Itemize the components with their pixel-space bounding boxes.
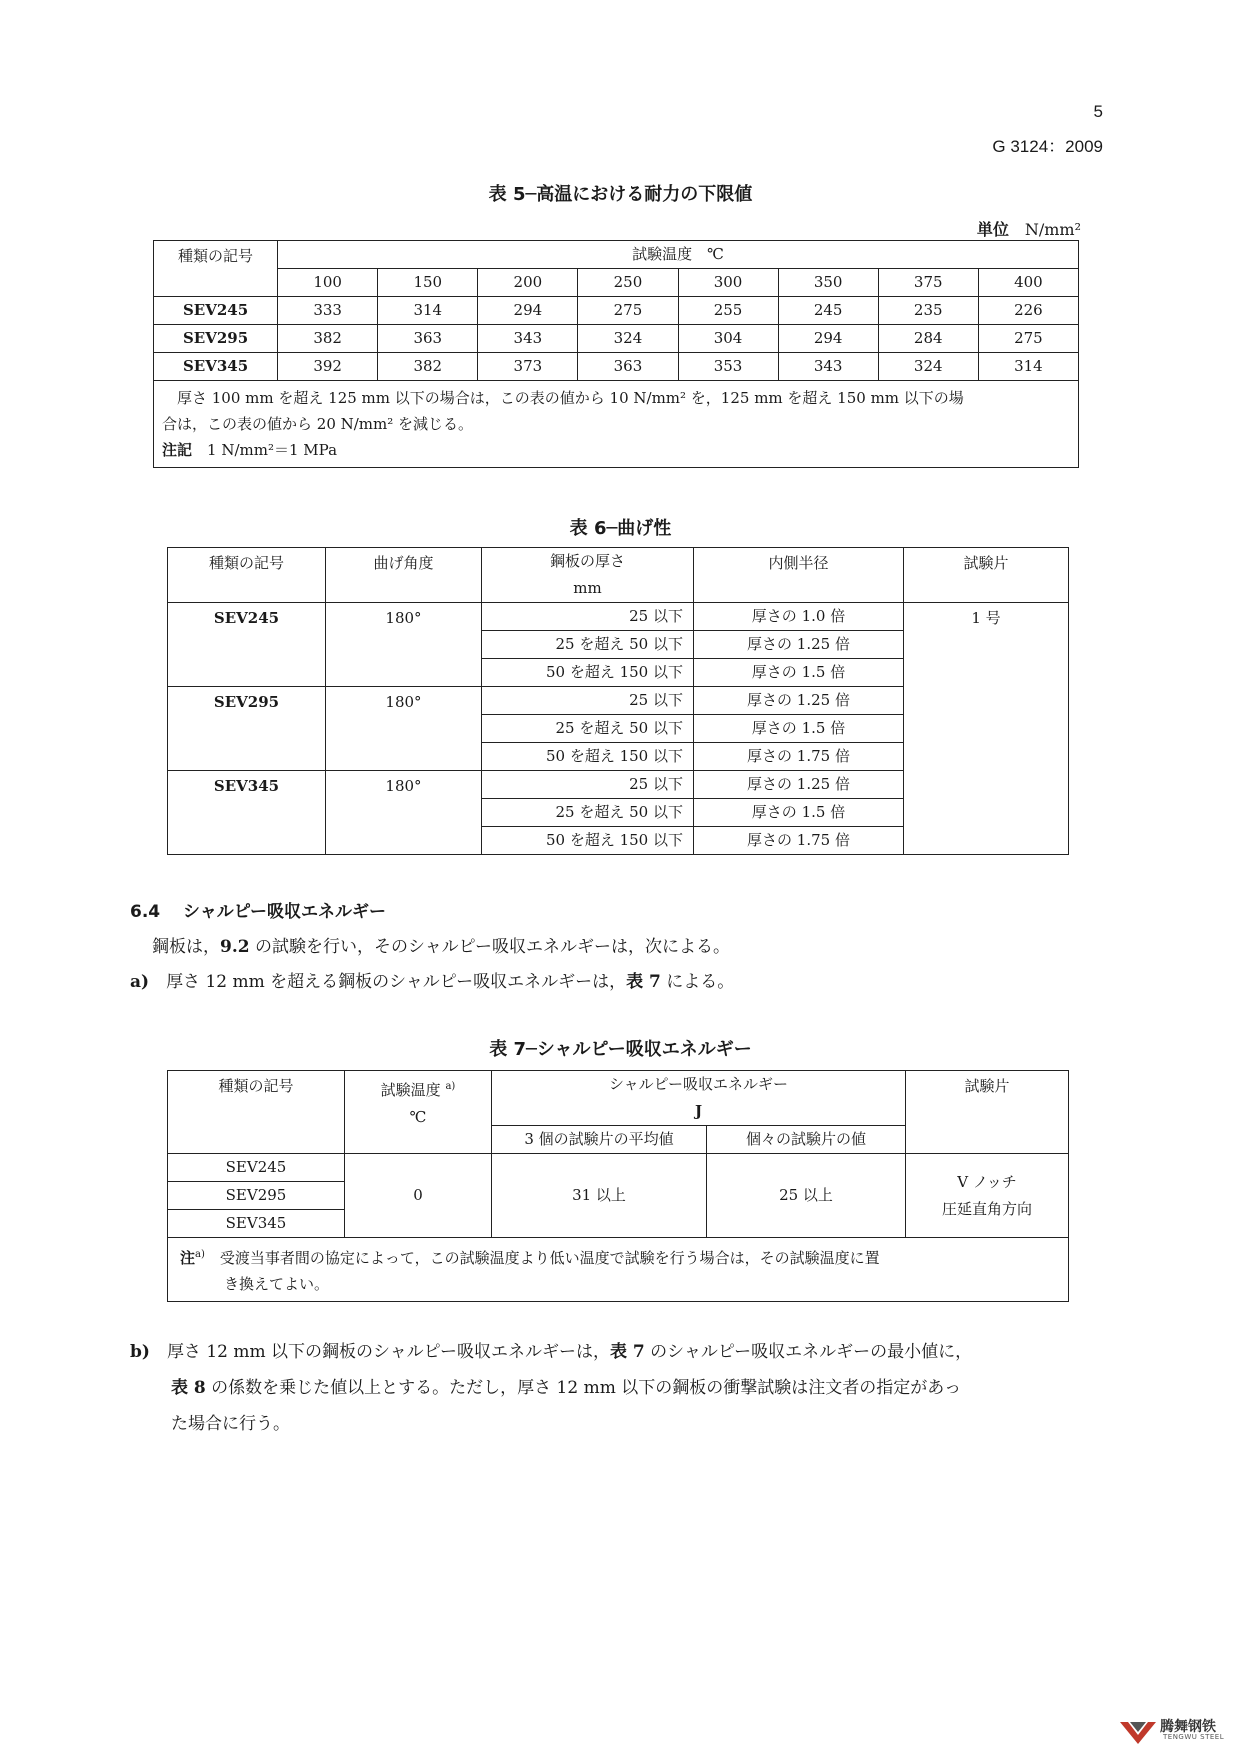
- table5: [153, 240, 1079, 468]
- table6-title: 表 6─曲げ性: [569, 518, 672, 539]
- t5-temp: 100: [278, 269, 378, 297]
- item-ref: 表 8: [171, 1378, 206, 1398]
- tengwu-logo-icon: [1118, 1718, 1158, 1746]
- item-text: 厚さ 12 mm を超える鋼板のシャルピー吸収エネルギーは，: [166, 972, 627, 992]
- table-row: [154, 325, 1079, 353]
- brand-subtitle: TENGWU STEEL: [1163, 1733, 1225, 1741]
- t5-cell: 275: [578, 297, 678, 325]
- t7-col-energy: シャルピー吸収エネルギー: [492, 1071, 906, 1099]
- t5-cell: 314: [978, 353, 1078, 381]
- t5-remark-text: 1 N/mm²＝1 MPa: [207, 441, 338, 459]
- t7-specimen-value: [906, 1154, 1069, 1238]
- t7-col-symbol: 種類の記号: [168, 1071, 345, 1154]
- t6-radius: 厚さの 1.25 倍: [694, 771, 904, 799]
- t5-cell: 343: [478, 325, 578, 353]
- t6-radius: 厚さの 1.75 倍: [694, 827, 904, 855]
- table5-unit: [977, 217, 1081, 240]
- t6-grade: SEV245: [168, 603, 326, 687]
- t6-thickness: 25 を超え 50 以下: [482, 799, 694, 827]
- t6-angle: 180°: [326, 687, 482, 771]
- t5-cell: 294: [478, 297, 578, 325]
- t5-cell: 363: [378, 325, 478, 353]
- t6-radius: 厚さの 1.0 倍: [694, 603, 904, 631]
- t5-cell: 275: [978, 325, 1078, 353]
- section-number: 6.4: [130, 902, 161, 922]
- t5-cell: 324: [578, 325, 678, 353]
- table-row: [168, 603, 1069, 631]
- item-text: のシャルピー吸収エネルギーの最小値に，: [644, 1342, 973, 1362]
- t7-indiv-value: 25 以上: [707, 1154, 906, 1238]
- t5-note: [154, 381, 1079, 468]
- t7-note: [168, 1238, 1069, 1302]
- unit-label: 単位: [976, 220, 1009, 239]
- item-label: a): [130, 972, 150, 992]
- t5-cell: 392: [278, 353, 378, 381]
- t5-temp: 400: [978, 269, 1078, 297]
- t7-specimen-line1: V ノッチ: [957, 1172, 1017, 1191]
- t7-specimen-line2: 圧延直角方向: [942, 1199, 1033, 1218]
- t6-radius: 厚さの 1.5 倍: [694, 715, 904, 743]
- t6-radius: 厚さの 1.25 倍: [694, 631, 904, 659]
- t6-radius: 厚さの 1.75 倍: [694, 743, 904, 771]
- t7-col-specimen: 試験片: [906, 1071, 1069, 1154]
- t6-col-thickness: [482, 548, 694, 603]
- t5-note-line1: 厚さ 100 mm を超え 125 mm 以下の場合は，この表の値から 10 N/mm² を，125 mm を超え 150 mm 以下の場: [162, 389, 964, 407]
- t5-cell: 382: [378, 353, 478, 381]
- t5-note-line2: 合は，この表の値から 20 N/mm² を減じる。: [162, 415, 474, 433]
- t7-grade: SEV295: [168, 1182, 345, 1210]
- t5-col-symbol: 種類の記号: [154, 241, 278, 297]
- t5-cell: 314: [378, 297, 478, 325]
- t7-note-label: 注: [180, 1249, 196, 1267]
- table-row: [154, 297, 1079, 325]
- t5-grade: SEV295: [154, 325, 278, 353]
- section-paragraph: [152, 932, 730, 957]
- document-number: G 3124：2009: [992, 137, 1103, 156]
- t5-remark-label: 注記: [162, 441, 193, 459]
- para-ref: 9.2: [220, 937, 250, 957]
- t6-grade: SEV345: [168, 771, 326, 855]
- section-title: シャルピー吸収エネルギー: [183, 902, 387, 922]
- t5-temp: 375: [878, 269, 978, 297]
- t7-temp-label: 試験温度: [380, 1081, 441, 1099]
- t6-thickness: 25 を超え 50 以下: [482, 631, 694, 659]
- t5-temp-row: [154, 269, 1079, 297]
- t6-thickness: 25 以下: [482, 603, 694, 631]
- para-text: 鋼板は，: [152, 937, 220, 957]
- t6-radius: 厚さの 1.5 倍: [694, 799, 904, 827]
- page-number: 5: [1093, 102, 1103, 121]
- table-row: [154, 353, 1079, 381]
- t5-remark: [162, 437, 1070, 463]
- t6-angle: 180°: [326, 603, 482, 687]
- unit-value: N/mm²: [1024, 220, 1081, 239]
- item-b-line1: [130, 1337, 972, 1362]
- t6-col-radius: 内側半径: [694, 548, 904, 603]
- table7-title: 表 7─シャルピー吸収エネルギー: [489, 1039, 752, 1060]
- t6-thickness: 50 を超え 150 以下: [482, 659, 694, 687]
- item-ref: 表 7: [610, 1342, 645, 1362]
- t6-col-specimen: 試験片: [904, 548, 1069, 603]
- item-text: による。: [660, 972, 735, 992]
- t6-specimen: 1 号: [904, 603, 1069, 855]
- t7-grade: SEV345: [168, 1210, 345, 1238]
- t6-radius: 厚さの 1.5 倍: [694, 659, 904, 687]
- t7-grade: SEV245: [168, 1154, 345, 1182]
- t5-cell: 363: [578, 353, 678, 381]
- t7-note-line1: 受渡当事者間の協定によって，この試験温度より低い温度で試験を行う場合は，その試験温度に置: [219, 1249, 880, 1267]
- table6: [167, 547, 1069, 855]
- brand-name: 腾舞钢铁: [1160, 1719, 1216, 1735]
- t5-cell: 294: [778, 325, 878, 353]
- t5-cell: 304: [678, 325, 778, 353]
- item-ref: 表 7: [626, 972, 661, 992]
- t7-col-avg: 3 個の試験片の平均値: [492, 1126, 707, 1154]
- t6-thickness: 25 以下: [482, 771, 694, 799]
- t6-thickness: 25 以下: [482, 687, 694, 715]
- t7-note-sup: a): [195, 1249, 205, 1260]
- t6-col-angle: 曲げ角度: [326, 548, 482, 603]
- t7-avg-value: 31 以上: [492, 1154, 707, 1238]
- t5-cell: 373: [478, 353, 578, 381]
- t5-temp: 150: [378, 269, 478, 297]
- t5-cell: 284: [878, 325, 978, 353]
- t6-thickness-label: 鋼板の厚さ: [549, 552, 625, 570]
- item-label: b): [130, 1342, 150, 1362]
- t5-cell: 235: [878, 297, 978, 325]
- t6-radius: 厚さの 1.25 倍: [694, 687, 904, 715]
- t7-note-line2: き換えてよい。: [224, 1275, 330, 1293]
- t6-grade: SEV295: [168, 687, 326, 771]
- t5-temp: 200: [478, 269, 578, 297]
- t7-temp-sup: a): [445, 1081, 456, 1092]
- t5-cell: 226: [978, 297, 1078, 325]
- t6-angle: 180°: [326, 771, 482, 855]
- t6-thickness: 50 を超え 150 以下: [482, 743, 694, 771]
- t5-cell: 333: [278, 297, 378, 325]
- t5-temp: 250: [578, 269, 678, 297]
- t5-temp: 350: [778, 269, 878, 297]
- section-heading: [130, 897, 386, 922]
- t6-thickness: 25 を超え 50 以下: [482, 715, 694, 743]
- item-b-line2: [171, 1373, 961, 1398]
- t6-thickness-unit: mm: [573, 579, 602, 597]
- t7-temp-unit: ℃: [409, 1108, 427, 1126]
- para-text: の試験を行い，そのシャルピー吸収エネルギーは，次による。: [249, 937, 730, 957]
- t5-cell: 245: [778, 297, 878, 325]
- t5-cell: 353: [678, 353, 778, 381]
- t7-col-temp: [345, 1071, 492, 1154]
- t5-cell: 255: [678, 297, 778, 325]
- t5-col-temp: 試験温度 ℃: [278, 241, 1079, 269]
- t5-temp: 300: [678, 269, 778, 297]
- t5-grade: SEV245: [154, 297, 278, 325]
- table7: [167, 1070, 1069, 1302]
- item-b-line3: た場合に行う。: [171, 1414, 290, 1434]
- t5-cell: 343: [778, 353, 878, 381]
- item-text: の係数を乗じた値以上とする。ただし，厚さ 12 mm 以下の鋼板の衝撃試験は注文者の指定があっ: [205, 1378, 962, 1398]
- t5-cell: 324: [878, 353, 978, 381]
- t5-grade: SEV345: [154, 353, 278, 381]
- t7-energy-unit: J: [492, 1098, 906, 1126]
- t5-cell: 382: [278, 325, 378, 353]
- table-row: [168, 1154, 1069, 1182]
- item-text: 厚さ 12 mm 以下の鋼板のシャルピー吸収エネルギーは，: [166, 1342, 610, 1362]
- t7-temp-value: 0: [345, 1154, 492, 1238]
- item-a: [130, 967, 734, 992]
- t7-col-indiv: 個々の試験片の値: [707, 1126, 906, 1154]
- t6-thickness: 50 を超え 150 以下: [482, 827, 694, 855]
- table5-title: 表 5─高温における耐力の下限値: [488, 184, 753, 205]
- t6-col-symbol: 種類の記号: [168, 548, 326, 603]
